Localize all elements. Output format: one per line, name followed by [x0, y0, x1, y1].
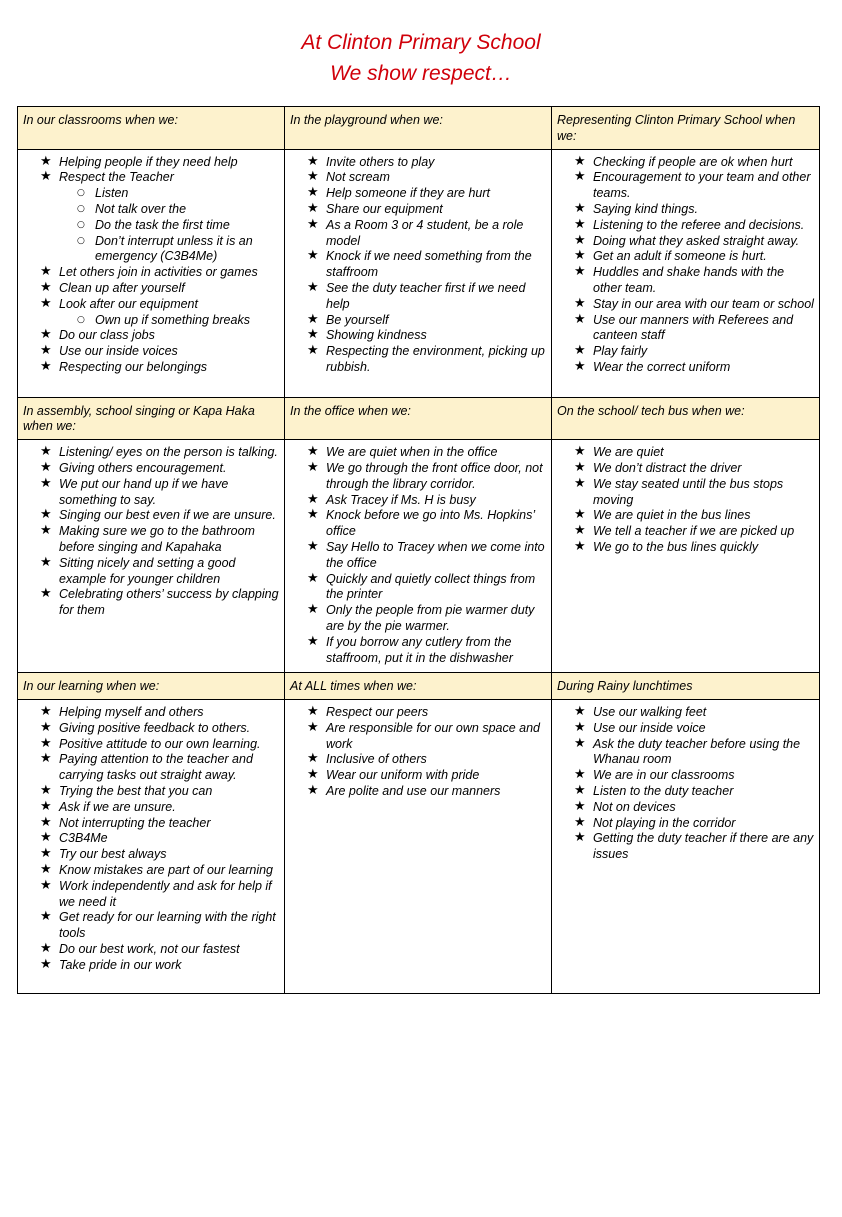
- list-item-text: Not playing in the corridor: [593, 815, 736, 830]
- section-header-row: [18, 673, 820, 700]
- list-item-text: We are in our classrooms: [593, 768, 735, 783]
- list-item: [59, 737, 280, 753]
- section-heading: In the playground when we:: [285, 107, 552, 150]
- list-item-text: Stay in our area with our team or school: [593, 296, 814, 311]
- section-heading: In the office when we:: [285, 397, 552, 440]
- list-item: [593, 445, 815, 461]
- list-item-text: Getting the duty teacher if there are any issues: [593, 831, 814, 862]
- list-item: [59, 477, 280, 509]
- title-line-1: At Clinton Primary School: [301, 31, 541, 54]
- list-item-text: We are quiet: [593, 445, 664, 460]
- list-item-text: Ask if we are unsure.: [59, 799, 176, 814]
- list-item: [326, 493, 547, 509]
- list-item-text: Share our equipment: [326, 201, 443, 216]
- list-item: [59, 863, 280, 879]
- list-item-text: Making sure we go to the bathroom before singing and Kapahaka: [59, 524, 255, 554]
- list-item: [593, 721, 815, 737]
- star-list: [18, 705, 280, 974]
- list-item: [326, 344, 547, 376]
- section-heading: During Rainy lunchtimes: [552, 673, 820, 700]
- list-item: [593, 297, 815, 313]
- list-item: [326, 768, 547, 784]
- list-item-text: Respect the Teacher: [59, 170, 174, 185]
- sub-list-item: ○ Do the task the first time: [95, 218, 280, 234]
- list-item-text: Listening to the referee and decisions.: [593, 217, 805, 232]
- section-heading: At ALL times when we:: [285, 673, 552, 700]
- section-heading: On the school/ tech bus when we:: [552, 397, 820, 440]
- star-list: [285, 705, 547, 800]
- list-item-text: Saying kind things.: [593, 201, 698, 216]
- list-item: [326, 752, 547, 768]
- list-item: [59, 360, 280, 376]
- list-item-text: Are responsible for our own space and work: [326, 720, 541, 751]
- list-item: [59, 879, 280, 911]
- list-item-text: Not scream: [326, 170, 390, 185]
- list-item-text: We stay seated until the bus stops moving: [593, 476, 784, 507]
- list-item-text: Are polite and use our manners: [326, 783, 501, 798]
- list-item: [59, 445, 280, 461]
- list-item-text: Respect our peers: [326, 704, 429, 719]
- list-item: [59, 524, 280, 556]
- list-item: [593, 313, 815, 345]
- star-list: [552, 705, 815, 863]
- sub-list-item: ○ Listen: [95, 186, 280, 202]
- list-item: [59, 556, 280, 588]
- list-item-text: Say Hello to Tracey when we come into the office: [326, 539, 545, 570]
- star-list: [18, 155, 280, 376]
- list-item-text: Sitting nicely and setting a good example for younger children: [59, 555, 236, 586]
- list-item: [59, 265, 280, 281]
- list-item: [593, 477, 815, 509]
- list-item-text: Knock if we need something from the staffroom: [326, 249, 532, 280]
- list-item-text: Do our class jobs: [59, 328, 155, 343]
- list-item-text: Be yourself: [326, 312, 389, 327]
- star-list: [285, 155, 547, 376]
- list-item-text: Ask the duty teacher before using the Whanau room: [593, 736, 801, 767]
- list-item-text: We don’t distract the driver: [593, 460, 742, 475]
- list-item-text: We put our hand up if we have something to say.: [59, 476, 229, 507]
- list-item-text: Get ready for our learning with the right tools: [59, 910, 276, 941]
- list-item: [593, 234, 815, 250]
- list-item-text: Do our best work, not our fastest: [59, 941, 240, 956]
- list-item-text: We are quiet in the bus lines: [593, 508, 751, 523]
- list-item: [59, 281, 280, 297]
- list-item-text: Respecting the environment, picking up rubbish.: [326, 344, 545, 374]
- list-item: [326, 721, 547, 753]
- list-item-text: Work independently and ask for help if we need it: [59, 878, 272, 909]
- section-content: [285, 149, 552, 397]
- sub-list-item: ○ Own up if something breaks: [95, 313, 280, 329]
- respect-table: [17, 106, 820, 994]
- list-item-text: We go to the bus lines quickly: [593, 539, 759, 554]
- list-item-text: Play fairly: [593, 344, 648, 359]
- list-item: [326, 170, 547, 186]
- title-line-2: We show respect…: [330, 62, 512, 85]
- list-item-text: Inclusive of others: [326, 752, 427, 767]
- list-item: [326, 155, 547, 171]
- section-heading: In assembly, school singing or Kapa Haka when we:: [18, 397, 285, 440]
- list-item: [593, 524, 815, 540]
- list-item: [59, 910, 280, 942]
- list-item: [326, 186, 547, 202]
- section-content: [552, 440, 820, 673]
- sub-list: [59, 186, 280, 265]
- section-content: [552, 149, 820, 397]
- list-item-text: Let others join in activities or games: [59, 265, 258, 280]
- sub-list: [59, 313, 280, 329]
- list-item: [593, 202, 815, 218]
- section-content: [552, 699, 820, 993]
- list-item: [59, 721, 280, 737]
- list-item-text: Invite others to play: [326, 154, 435, 169]
- list-item: [593, 461, 815, 477]
- list-item: [593, 170, 815, 202]
- list-item: [593, 737, 815, 769]
- list-item: [326, 461, 547, 493]
- list-item-text: Giving others encouragement.: [59, 460, 227, 475]
- list-item-text: Helping myself and others: [59, 704, 204, 719]
- list-item: [593, 705, 815, 721]
- list-item-text: Ask Tracey if Ms. H is busy: [326, 492, 476, 507]
- list-item: [593, 360, 815, 376]
- list-item: [326, 508, 547, 540]
- section-content: [18, 149, 285, 397]
- list-item: [59, 784, 280, 800]
- list-item: [59, 461, 280, 477]
- list-item-text: Know mistakes are part of our learning: [59, 862, 273, 877]
- list-item: [593, 155, 815, 171]
- list-item: [59, 344, 280, 360]
- list-item-text: Look after our equipment: [59, 296, 198, 311]
- section-body-row: [18, 149, 820, 397]
- list-item: [326, 328, 547, 344]
- list-item-text: Use our inside voice: [593, 720, 706, 735]
- list-item-text: Not interrupting the teacher: [59, 815, 211, 830]
- list-item: [59, 752, 280, 784]
- list-item-text: Listening/ eyes on the person is talking.: [59, 445, 278, 460]
- list-item-text: Trying the best that you can: [59, 783, 213, 798]
- list-item-text: Encouragement to your team and other teams.: [593, 170, 811, 201]
- list-item: [593, 768, 815, 784]
- list-item: [59, 587, 280, 619]
- list-item: [59, 800, 280, 816]
- section-heading: Representing Clinton Primary School when we:: [552, 107, 820, 150]
- star-list: [285, 445, 547, 666]
- list-item-text: We are quiet when in the office: [326, 445, 498, 460]
- list-item-text: Listen to the duty teacher: [593, 783, 734, 798]
- list-item-text: Get an adult if someone is hurt.: [593, 249, 767, 264]
- list-item-text: Use our inside voices: [59, 344, 178, 359]
- list-item-text: Showing kindness: [326, 328, 427, 343]
- list-item-text: Checking if people are ok when hurt: [593, 154, 793, 169]
- list-item: [326, 445, 547, 461]
- list-item: [326, 784, 547, 800]
- list-item: [59, 170, 280, 265]
- list-item-text: Wear our uniform with pride: [326, 768, 480, 783]
- section-content: [18, 440, 285, 673]
- list-item-text: Celebrating others’ success by clapping for them: [59, 587, 279, 618]
- list-item: [59, 847, 280, 863]
- list-item-text: Paying attention to the teacher and carrying tasks out straight away.: [59, 752, 253, 783]
- list-item: [326, 635, 547, 667]
- list-item: [593, 218, 815, 234]
- list-item-text: Giving positive feedback to others.: [59, 720, 251, 735]
- list-item: [326, 705, 547, 721]
- list-item-text: Positive attitude to our own learning.: [59, 736, 261, 751]
- list-item: [59, 155, 280, 171]
- list-item-text: Wear the correct uniform: [593, 359, 731, 374]
- list-item: [326, 603, 547, 635]
- list-item: [593, 508, 815, 524]
- list-item-text: C3B4Me: [59, 831, 108, 846]
- list-item-text: Clean up after yourself: [59, 280, 185, 295]
- section-header-row: [18, 397, 820, 440]
- list-item: [593, 831, 815, 863]
- list-item: [593, 249, 815, 265]
- sub-list-item: ○ Don’t interrupt unless it is an emergency (C3B4Me): [95, 234, 280, 266]
- list-item-text: Quickly and quietly collect things from the printer: [326, 571, 536, 602]
- list-item: [59, 297, 280, 329]
- list-item: [326, 281, 547, 313]
- list-item-text: We go through the front office door, not through the library corridor.: [326, 460, 543, 491]
- list-item: [59, 328, 280, 344]
- list-item: [59, 831, 280, 847]
- list-item: [326, 572, 547, 604]
- list-item-text: Use our manners with Referees and canteen staff: [593, 312, 794, 343]
- document-title: [0, 27, 842, 89]
- list-item: [59, 958, 280, 974]
- list-item-text: Help someone if they are hurt: [326, 186, 490, 201]
- list-item: [59, 705, 280, 721]
- list-item: [326, 249, 547, 281]
- list-item-text: Respecting our belongings: [59, 359, 208, 374]
- section-content: [285, 440, 552, 673]
- list-item-text: If you borrow any cutlery from the staffroom, put it in the dishwasher: [326, 634, 513, 665]
- list-item: [593, 344, 815, 360]
- section-heading: In our classrooms when we:: [18, 107, 285, 150]
- list-item-text: Doing what they asked straight away.: [593, 233, 800, 248]
- list-item: [593, 800, 815, 816]
- list-item-text: Only the people from pie warmer duty are by the pie warmer.: [326, 603, 535, 633]
- list-item-text: Helping people if they need help: [59, 154, 238, 169]
- list-item-text: As a Room 3 or 4 student, be a role model: [326, 217, 524, 248]
- star-list: [552, 155, 815, 376]
- list-item: [326, 313, 547, 329]
- list-item-text: Use our walking feet: [593, 704, 707, 719]
- list-item-text: Singing our best even if we are unsure.: [59, 508, 276, 523]
- list-item-text: Take pride in our work: [59, 957, 182, 972]
- section-header-row: [18, 107, 820, 150]
- star-list: [552, 445, 815, 556]
- list-item-text: Try our best always: [59, 847, 167, 862]
- section-body-row: [18, 699, 820, 993]
- star-list: [18, 445, 280, 619]
- list-item: [326, 202, 547, 218]
- list-item: [59, 816, 280, 832]
- list-item: [593, 265, 815, 297]
- list-item-text: Not on devices: [593, 799, 676, 814]
- list-item: [593, 540, 815, 556]
- section-content: [18, 699, 285, 993]
- list-item-text: We tell a teacher if we are picked up: [593, 524, 795, 539]
- list-item-text: Knock before we go into Ms. Hopkins’ office: [326, 508, 535, 539]
- list-item: [59, 942, 280, 958]
- list-item-text: Huddles and shake hands with the other team.: [593, 265, 785, 295]
- list-item: [593, 784, 815, 800]
- list-item: [326, 218, 547, 250]
- section-body-row: [18, 440, 820, 673]
- section-content: [285, 699, 552, 993]
- section-heading: In our learning when we:: [18, 673, 285, 700]
- list-item: [59, 508, 280, 524]
- sub-list-item: ○ Not talk over the: [95, 202, 280, 218]
- list-item: [593, 816, 815, 832]
- list-item: [326, 540, 547, 572]
- list-item-text: See the duty teacher first if we need help: [326, 280, 526, 311]
